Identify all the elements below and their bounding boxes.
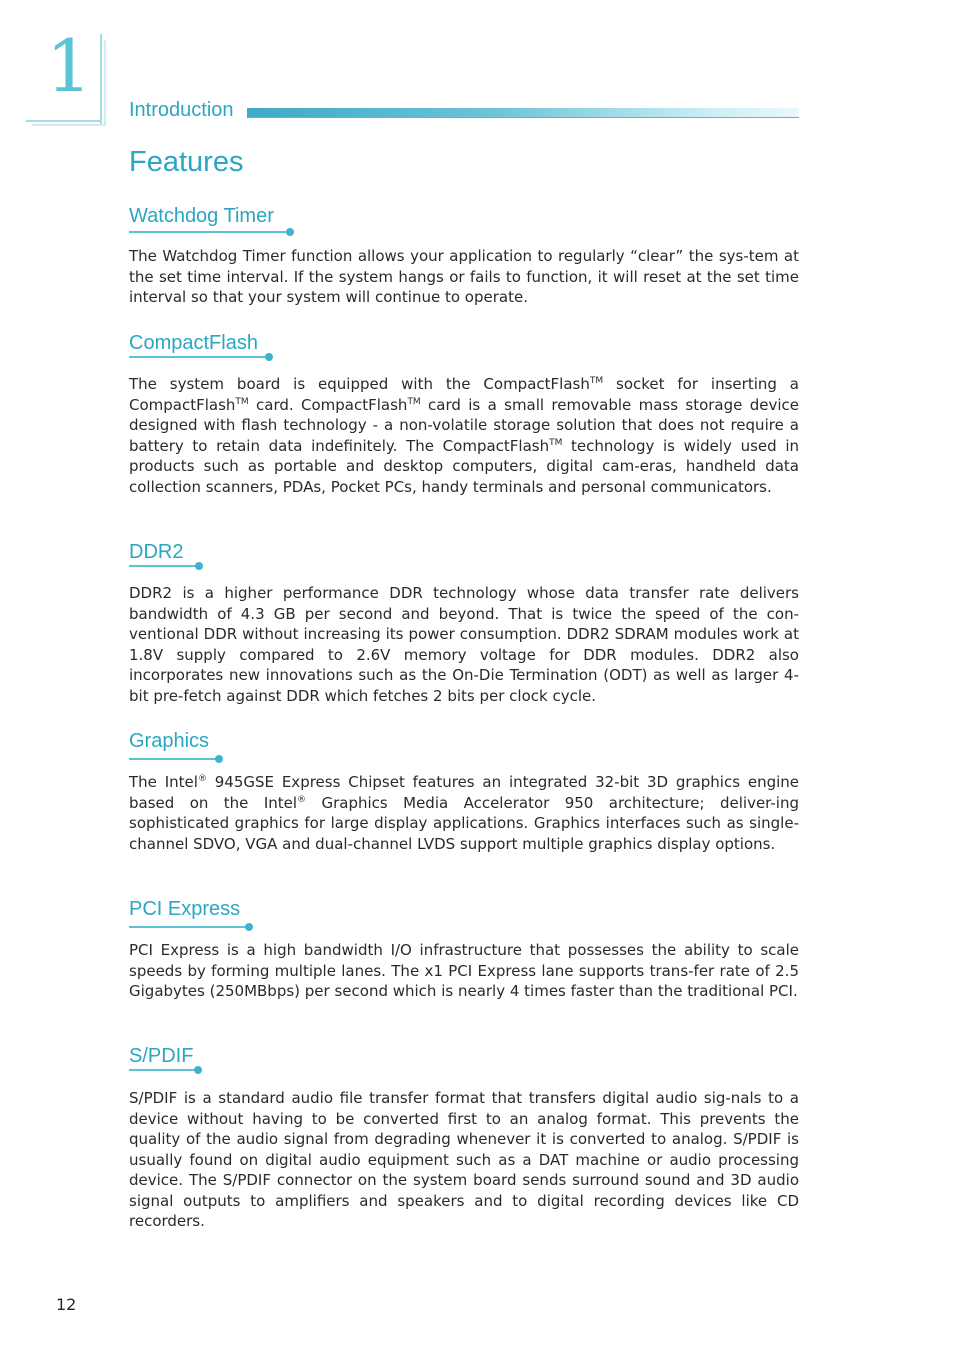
paragraph-watchdog-timer: The Watchdog Timer function allows your application to regularly “clear” the sys-tem at the set time interval. If the system hangs or fails to function, it will reset at the set time interval so that your system will continue to operate. <box>129 247 799 306</box>
heading-dot <box>245 923 253 931</box>
heading-dot <box>286 228 294 236</box>
heading-underline <box>129 926 246 928</box>
heading-compactflash: CompactFlash <box>129 332 258 354</box>
paragraph-ddr2: DDR2 is a higher performance DDR technology whose data transfer rate delivers bandwidth of 4.3 GB per second and beyond. That is twice the speed of the con-ventional DDR without increasing its power consumption. DDR2 SDRAM modules work at 1.8V supply compared to 2.6V memory voltage for DDR modules. DDR2 also incorporates new innovations such as the On-Die Termination (ODT) as well as larger 4-bit pre-fetch against DDR which fetches 2 bits per clock cycle. <box>129 584 799 705</box>
chapter-number: 1 <box>46 24 92 108</box>
paragraph-pci-express: PCI Express is a high bandwidth I/O infrastructure that possesses the ability to scale speeds by forming multiple lanes. The x1 PCI Express lane supports trans-fer rate of 2.5 Gigabytes (250MBbps) per second which is nearly 4 times faster than the traditional PCI. <box>129 941 799 1000</box>
heading-underline <box>129 758 217 760</box>
paragraph-compactflash: The system board is equipped with the CompactFlash™ socket for inserting a CompactFlash™ card. CompactFlash™ card is a small removable mass storage device designed with flash technology - a non-volatile storage solution that does not require a battery to retain data indefinitely. The CompactFlash™ technology is widely used in products such as portable and desktop computers, digital cam-eras, handheld data collection scanners, PDAs, Pocket PCs, handy terminals and personal communicators. <box>129 375 799 496</box>
chapter-frame-line <box>100 34 102 124</box>
paragraph-graphics: The Intel® 945GSE Express Chipset features an integrated 32-bit 3D graphics engine based on the Intel® Graphics Media Accelerator 950 architecture; deliver-ing sophisticated graphics for large display applications. Graphics interfaces such as single-channel SDVO, VGA and dual-channel LVDS support multiple graphics display options. <box>129 773 800 853</box>
header-rule <box>247 117 799 118</box>
paragraph-spdif: S/PDIF is a standard audio file transfer format that transfers digital audio sig-nals to a device without having to be converted first to an analog format. This prevents the quality of the audio signal from degrading whenever it is converted to analog. S/PDIF is usually found on digital audio equipment such as a DAT machine or audio processing device. The S/PDIF connector on the system board sends surround sound and 3D audio signal outputs to amplifiers and speakers and to digital recording devices like CD recorders. <box>129 1089 799 1230</box>
chapter-frame-line <box>32 124 106 126</box>
page-title: Features <box>129 146 244 178</box>
heading-watchdog-timer: Watchdog Timer <box>129 205 274 227</box>
heading-underline <box>129 231 287 233</box>
heading-dot <box>194 1066 202 1074</box>
heading-underline <box>129 565 196 567</box>
chapter-section-label: Introduction <box>129 99 234 121</box>
heading-dot <box>265 353 273 361</box>
header-gradient-bar <box>247 108 799 117</box>
heading-dot <box>195 562 203 570</box>
heading-underline <box>129 356 266 358</box>
chapter-frame-line <box>104 40 106 126</box>
heading-pci-express: PCI Express <box>129 898 241 920</box>
heading-ddr2: DDR2 <box>129 541 184 563</box>
chapter-frame-line <box>26 120 102 122</box>
page-number: 12 <box>56 1295 77 1314</box>
heading-graphics: Graphics <box>129 730 210 752</box>
heading-dot <box>215 755 223 763</box>
heading-underline <box>129 1069 195 1071</box>
heading-spdif: S/PDIF <box>129 1045 194 1067</box>
